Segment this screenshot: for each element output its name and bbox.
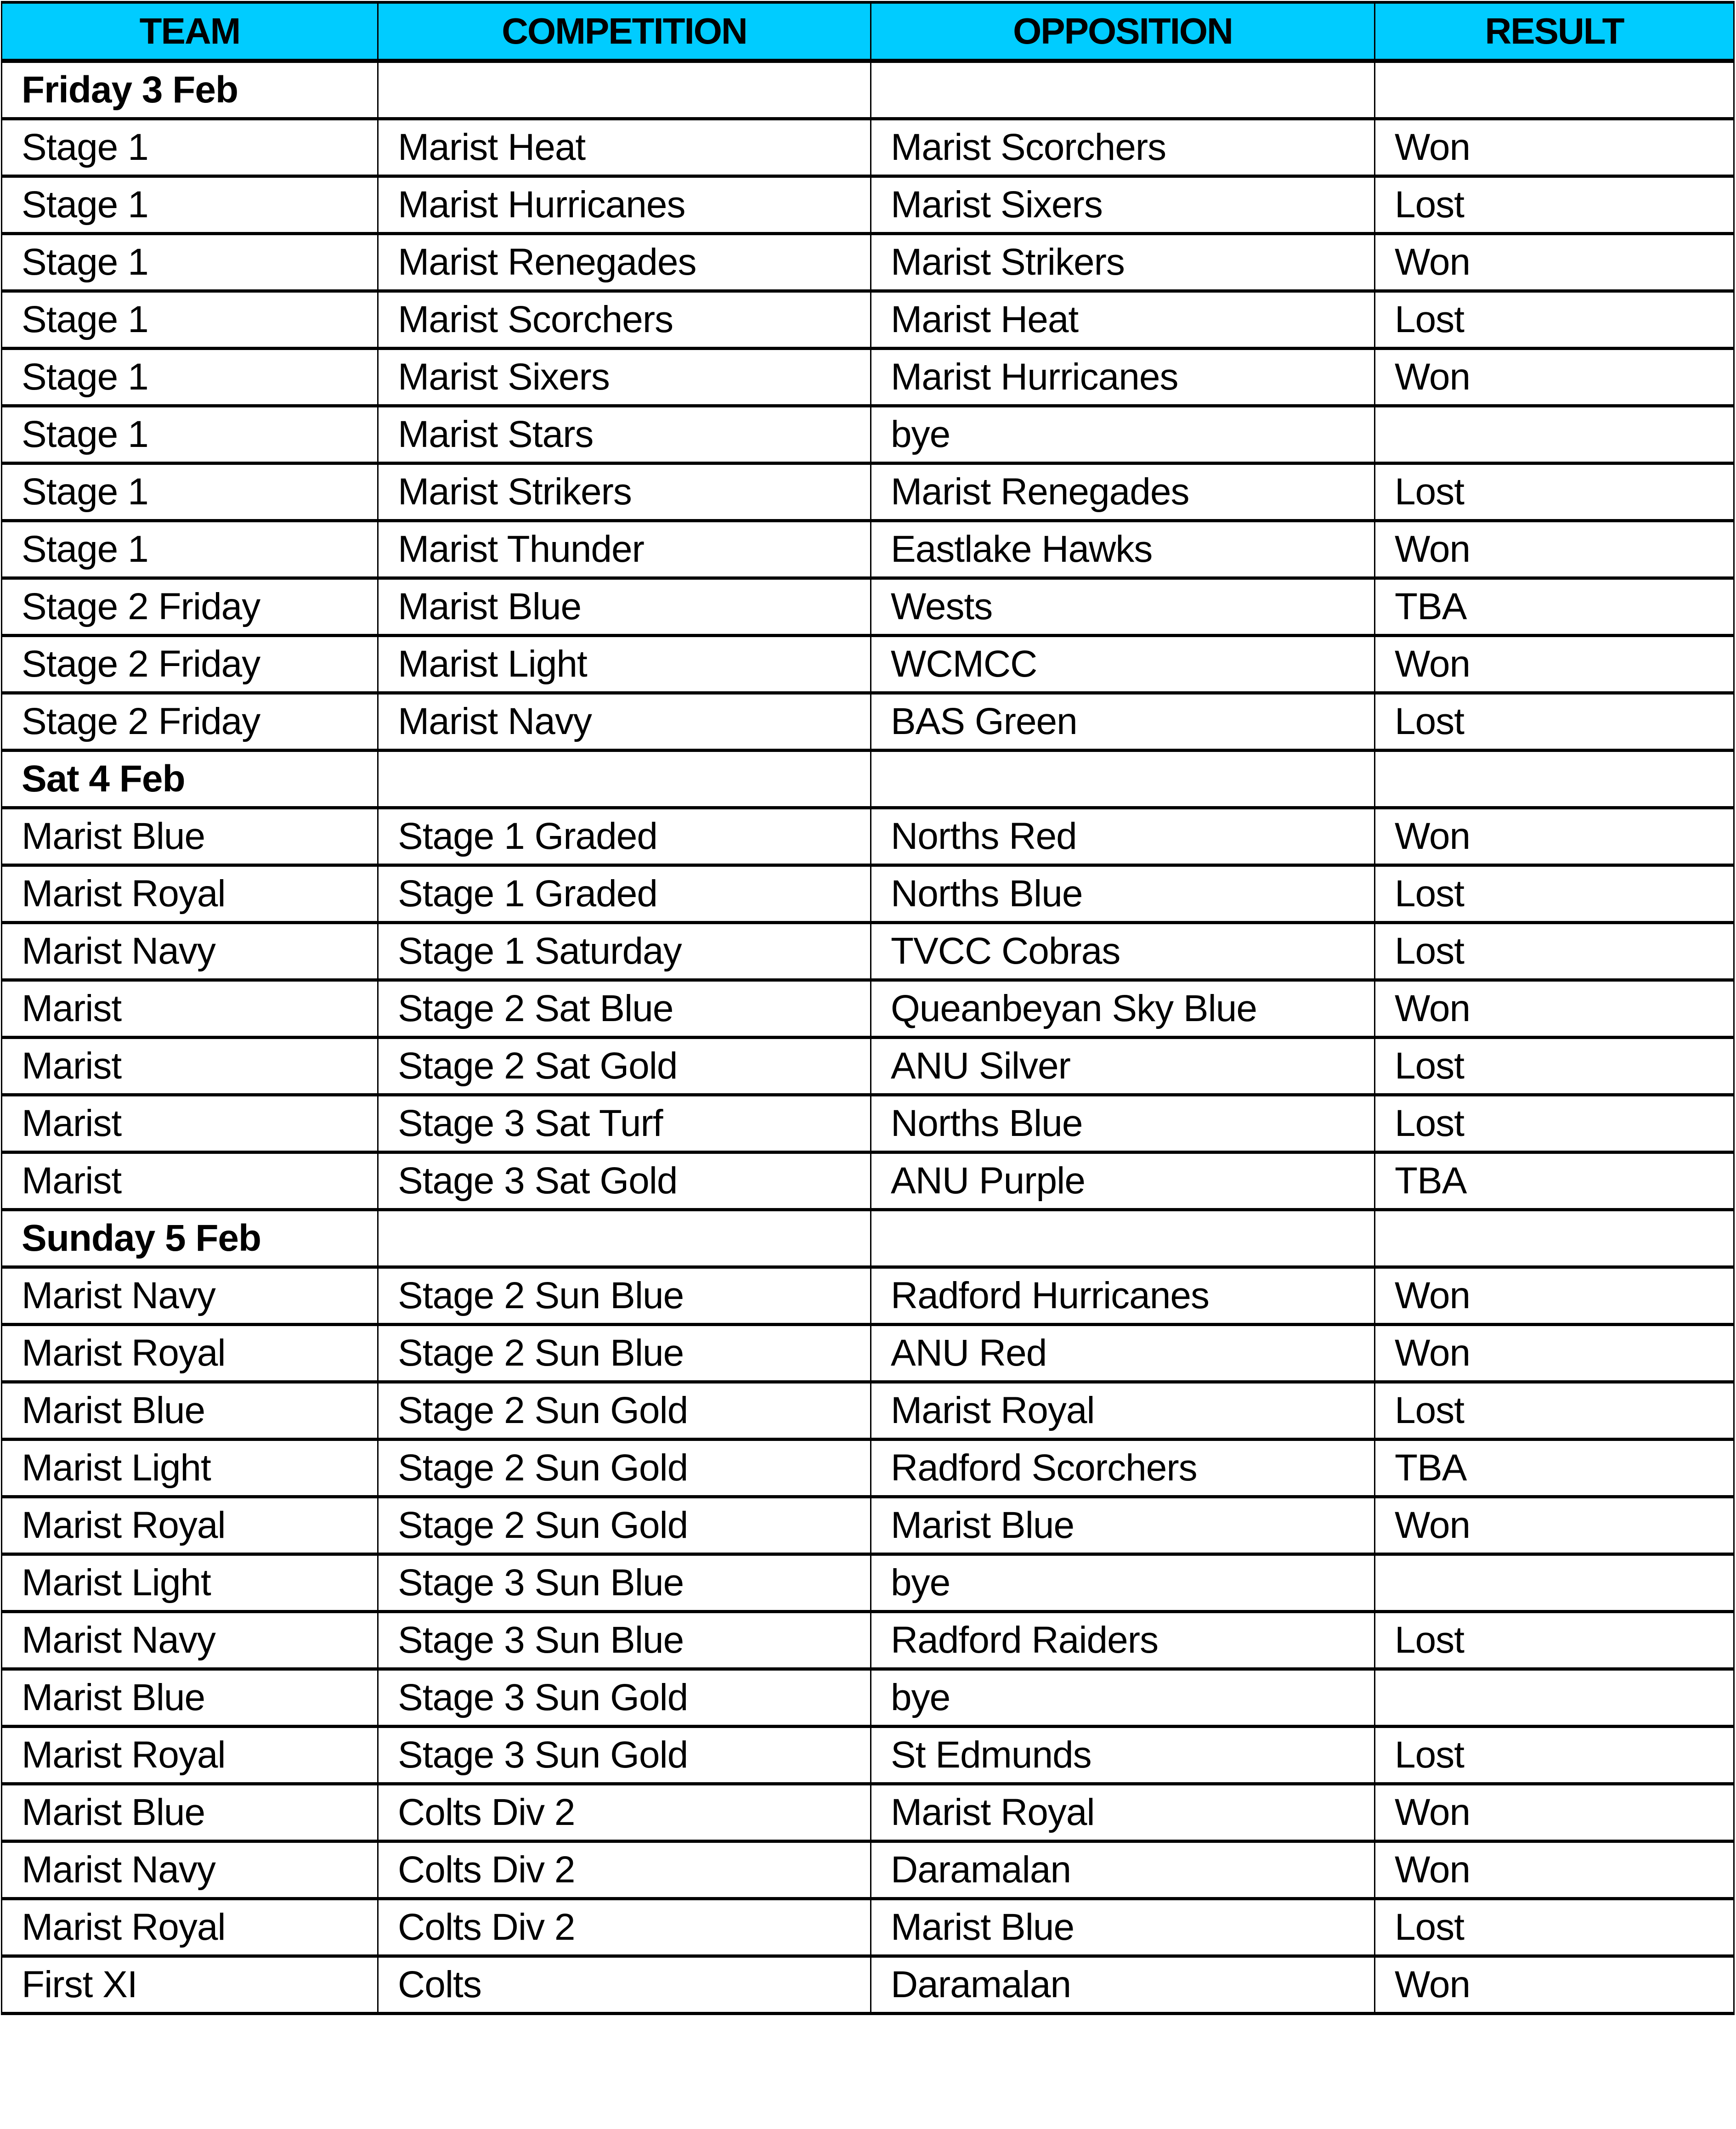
header-team: TEAM	[2, 2, 378, 61]
cell-result: Won	[1375, 234, 1734, 291]
cell-opposition: Marist Royal	[871, 1784, 1375, 1841]
results-table	[1, 1, 1735, 2015]
table-row	[2, 1267, 1734, 1325]
table-row	[2, 234, 1734, 291]
cell-result: Won	[1375, 1784, 1734, 1841]
table-row	[2, 1727, 1734, 1784]
cell-competition: Stage 2 Sat Blue	[378, 980, 871, 1038]
day-label: Sunday 5 Feb	[2, 1210, 378, 1267]
table-row	[2, 1497, 1734, 1554]
table-row	[2, 1841, 1734, 1899]
cell-competition: Marist Navy	[378, 693, 871, 751]
cell-opposition: Norths Blue	[871, 1095, 1375, 1152]
day-header-row	[2, 61, 1734, 119]
cell-opposition: Marist Blue	[871, 1497, 1375, 1554]
cell-opposition	[871, 751, 1375, 808]
cell-opposition: Marist Heat	[871, 291, 1375, 349]
cell-opposition: bye	[871, 1554, 1375, 1612]
cell-competition: Colts Div 2	[378, 1899, 871, 1956]
cell-result: Lost	[1375, 1382, 1734, 1440]
cell-opposition: BAS Green	[871, 693, 1375, 751]
cell-result: Lost	[1375, 1899, 1734, 1956]
cell-opposition: Daramalan	[871, 1956, 1375, 2014]
cell-team: Marist Light	[2, 1440, 378, 1497]
cell-opposition: Daramalan	[871, 1841, 1375, 1899]
cell-competition: Stage 2 Sun Gold	[378, 1440, 871, 1497]
cell-team: Marist Blue	[2, 1382, 378, 1440]
table-body	[2, 61, 1734, 2014]
cell-competition	[378, 751, 871, 808]
cell-competition: Colts Div 2	[378, 1841, 871, 1899]
cell-team: Stage 1	[2, 521, 378, 578]
header-opposition: OPPOSITION	[871, 2, 1375, 61]
cell-team: Marist	[2, 980, 378, 1038]
cell-competition: Stage 1 Graded	[378, 865, 871, 923]
cell-competition: Stage 2 Sun Gold	[378, 1497, 871, 1554]
cell-competition: Stage 3 Sun Blue	[378, 1554, 871, 1612]
cell-opposition: St Edmunds	[871, 1727, 1375, 1784]
cell-result: Won	[1375, 521, 1734, 578]
day-label: Sat 4 Feb	[2, 751, 378, 808]
cell-result: Won	[1375, 1497, 1734, 1554]
table-row	[2, 1038, 1734, 1095]
cell-competition: Stage 3 Sun Gold	[378, 1727, 871, 1784]
cell-opposition: Marist Scorchers	[871, 119, 1375, 176]
cell-competition: Marist Sixers	[378, 349, 871, 406]
cell-competition: Marist Strikers	[378, 463, 871, 521]
cell-result: Won	[1375, 1267, 1734, 1325]
table-row	[2, 808, 1734, 865]
header-row	[2, 2, 1734, 61]
cell-opposition: Radford Scorchers	[871, 1440, 1375, 1497]
cell-result	[1375, 1210, 1734, 1267]
cell-result: Won	[1375, 349, 1734, 406]
table-row	[2, 1554, 1734, 1612]
cell-result: Lost	[1375, 1727, 1734, 1784]
day-header-row	[2, 1210, 1734, 1267]
cell-opposition: ANU Purple	[871, 1152, 1375, 1210]
table-row	[2, 176, 1734, 234]
cell-competition: Marist Stars	[378, 406, 871, 463]
cell-result: Lost	[1375, 1095, 1734, 1152]
cell-competition: Marist Heat	[378, 119, 871, 176]
cell-team: Marist Royal	[2, 1497, 378, 1554]
cell-result: Won	[1375, 1956, 1734, 2014]
cell-result: TBA	[1375, 578, 1734, 636]
cell-team: Marist	[2, 1095, 378, 1152]
table-row	[2, 406, 1734, 463]
cell-team: Marist Light	[2, 1554, 378, 1612]
cell-competition: Stage 1 Saturday	[378, 923, 871, 980]
cell-opposition: Marist Blue	[871, 1899, 1375, 1956]
cell-result: Lost	[1375, 1612, 1734, 1669]
table-row	[2, 1325, 1734, 1382]
table-row	[2, 1152, 1734, 1210]
cell-result: Lost	[1375, 176, 1734, 234]
cell-result: Won	[1375, 1841, 1734, 1899]
cell-competition: Marist Light	[378, 636, 871, 693]
cell-opposition	[871, 1210, 1375, 1267]
cell-team: Marist Royal	[2, 865, 378, 923]
cell-result: Won	[1375, 119, 1734, 176]
cell-opposition: Wests	[871, 578, 1375, 636]
table-row	[2, 578, 1734, 636]
cell-team: Marist	[2, 1152, 378, 1210]
cell-competition: Stage 3 Sun Blue	[378, 1612, 871, 1669]
table-row	[2, 1382, 1734, 1440]
table-row	[2, 865, 1734, 923]
cell-opposition: Marist Sixers	[871, 176, 1375, 234]
cell-opposition: Marist Royal	[871, 1382, 1375, 1440]
table-row	[2, 1612, 1734, 1669]
cell-result: Lost	[1375, 291, 1734, 349]
header-competition: COMPETITION	[378, 2, 871, 61]
day-label: Friday 3 Feb	[2, 61, 378, 119]
cell-result: Won	[1375, 1325, 1734, 1382]
cell-result	[1375, 751, 1734, 808]
cell-opposition: bye	[871, 406, 1375, 463]
cell-competition: Stage 2 Sat Gold	[378, 1038, 871, 1095]
cell-opposition: Eastlake Hawks	[871, 521, 1375, 578]
cell-competition: Marist Blue	[378, 578, 871, 636]
cell-opposition: Radford Hurricanes	[871, 1267, 1375, 1325]
cell-result: TBA	[1375, 1440, 1734, 1497]
cell-team: Marist Royal	[2, 1727, 378, 1784]
table-row	[2, 521, 1734, 578]
cell-team: Stage 2 Friday	[2, 636, 378, 693]
table-row	[2, 1669, 1734, 1727]
cell-team: Marist Navy	[2, 1841, 378, 1899]
cell-team: Stage 1	[2, 463, 378, 521]
table-row	[2, 463, 1734, 521]
cell-team: Stage 1	[2, 119, 378, 176]
table-row	[2, 291, 1734, 349]
cell-result: Lost	[1375, 923, 1734, 980]
table-row	[2, 923, 1734, 980]
cell-opposition: Radford Raiders	[871, 1612, 1375, 1669]
cell-team: Stage 1	[2, 406, 378, 463]
cell-competition	[378, 1210, 871, 1267]
cell-result: Lost	[1375, 1038, 1734, 1095]
cell-result: Won	[1375, 636, 1734, 693]
table-row	[2, 119, 1734, 176]
cell-team: Marist Blue	[2, 1784, 378, 1841]
cell-team: Stage 2 Friday	[2, 693, 378, 751]
table-row	[2, 980, 1734, 1038]
cell-team: Marist Blue	[2, 808, 378, 865]
cell-opposition: ANU Red	[871, 1325, 1375, 1382]
cell-competition: Colts	[378, 1956, 871, 2014]
cell-result	[1375, 61, 1734, 119]
cell-competition: Stage 3 Sun Gold	[378, 1669, 871, 1727]
cell-competition: Marist Renegades	[378, 234, 871, 291]
table-row	[2, 693, 1734, 751]
cell-team: Marist Royal	[2, 1325, 378, 1382]
cell-result: Won	[1375, 808, 1734, 865]
cell-opposition: Norths Blue	[871, 865, 1375, 923]
day-header-row	[2, 751, 1734, 808]
cell-result: Lost	[1375, 865, 1734, 923]
cell-competition: Stage 1 Graded	[378, 808, 871, 865]
table-row	[2, 1784, 1734, 1841]
cell-opposition: Queanbeyan Sky Blue	[871, 980, 1375, 1038]
cell-team: Stage 1	[2, 349, 378, 406]
cell-result: Lost	[1375, 693, 1734, 751]
cell-team: Marist Navy	[2, 923, 378, 980]
cell-competition: Marist Hurricanes	[378, 176, 871, 234]
cell-team: Stage 1	[2, 176, 378, 234]
table-row	[2, 1440, 1734, 1497]
cell-result	[1375, 1669, 1734, 1727]
table-row	[2, 349, 1734, 406]
cell-result	[1375, 406, 1734, 463]
cell-competition	[378, 61, 871, 119]
cell-result: Won	[1375, 980, 1734, 1038]
cell-opposition: Marist Renegades	[871, 463, 1375, 521]
cell-opposition: TVCC Cobras	[871, 923, 1375, 980]
cell-competition: Stage 2 Sun Blue	[378, 1267, 871, 1325]
cell-opposition: bye	[871, 1669, 1375, 1727]
cell-opposition: Norths Red	[871, 808, 1375, 865]
cell-team: Marist Royal	[2, 1899, 378, 1956]
cell-competition: Stage 3 Sat Turf	[378, 1095, 871, 1152]
cell-team: Marist	[2, 1038, 378, 1095]
cell-team: Marist Navy	[2, 1267, 378, 1325]
cell-result: Lost	[1375, 463, 1734, 521]
table-row	[2, 1899, 1734, 1956]
cell-competition: Stage 3 Sat Gold	[378, 1152, 871, 1210]
table-row	[2, 636, 1734, 693]
table-row	[2, 1956, 1734, 2014]
cell-opposition: Marist Hurricanes	[871, 349, 1375, 406]
cell-result: TBA	[1375, 1152, 1734, 1210]
table-row	[2, 1095, 1734, 1152]
cell-competition: Stage 2 Sun Gold	[378, 1382, 871, 1440]
cell-competition: Colts Div 2	[378, 1784, 871, 1841]
cell-team: Marist Blue	[2, 1669, 378, 1727]
cell-team: Stage 2 Friday	[2, 578, 378, 636]
cell-team: Marist Navy	[2, 1612, 378, 1669]
cell-result	[1375, 1554, 1734, 1612]
cell-opposition	[871, 61, 1375, 119]
cell-opposition: WCMCC	[871, 636, 1375, 693]
cell-competition: Marist Thunder	[378, 521, 871, 578]
cell-opposition: Marist Strikers	[871, 234, 1375, 291]
cell-team: First XI	[2, 1956, 378, 2014]
cell-team: Stage 1	[2, 291, 378, 349]
cell-team: Stage 1	[2, 234, 378, 291]
header-result: RESULT	[1375, 2, 1734, 61]
cell-competition: Stage 2 Sun Blue	[378, 1325, 871, 1382]
cell-competition: Marist Scorchers	[378, 291, 871, 349]
cell-opposition: ANU Silver	[871, 1038, 1375, 1095]
